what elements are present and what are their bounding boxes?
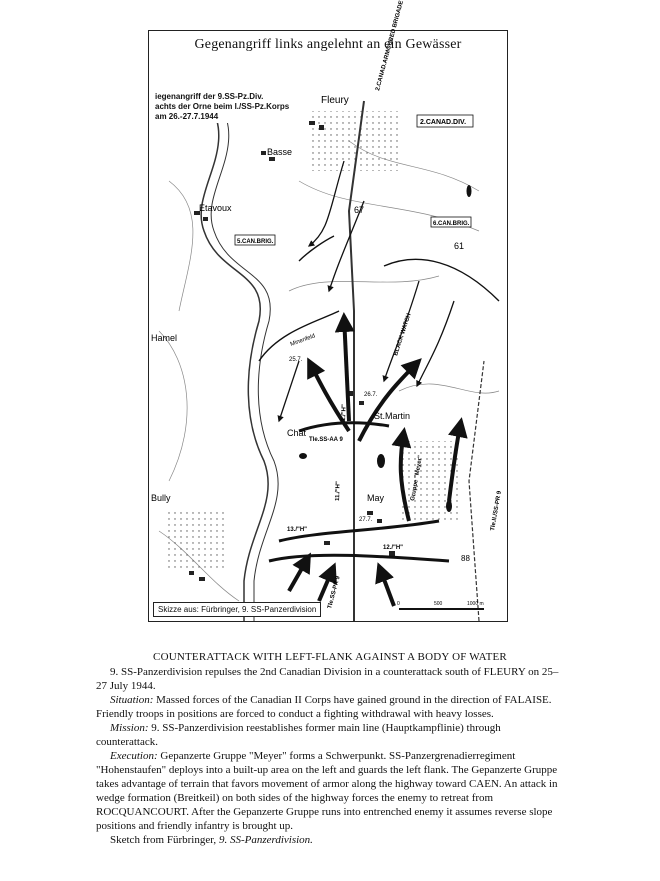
unit-label-box (431, 217, 471, 227)
map-figure (148, 0, 508, 622)
scale-end: 1000 m (467, 601, 484, 607)
date-27: 27.7. (359, 517, 373, 523)
unit-gruppe-meyer: Gruppe "Meyer" (410, 454, 424, 502)
highway-caen-falaise (349, 101, 364, 621)
unit-canad-armoured: 2.CANAD.ARMOURED BRIGADE (375, 0, 406, 92)
execution-label: Execution: (110, 750, 158, 762)
place-etavoux: Etavoux (199, 203, 232, 213)
unit-12h: 12./"H" (383, 545, 404, 551)
unit-lh: 1./"H" (341, 404, 348, 422)
map-header (153, 91, 291, 123)
unit-can-brig-5: 5.CAN.BRIG. (237, 239, 274, 245)
minenfeld-label: Minenfeld (289, 333, 317, 348)
place-bully: Bully (151, 493, 171, 503)
unit-ss-aa9: Tle.SS-AA 9 (309, 437, 343, 443)
mission-label: Mission: (110, 722, 149, 734)
mission-text: 9. SS-Panzerdivision reestablishes former main line (Hauptkampflinie) through counterattack. (96, 722, 501, 748)
map-header-line: am 26.-27.7.1944 (155, 112, 219, 121)
unit-can-brig-6: 6.CAN.BRIG. (433, 221, 470, 227)
sketch-source: 9. SS-Panzerdivision. (218, 834, 313, 846)
situation-text: Massed forces of the Canadian II Corps have gained ground in the direction of FALAISE. Friendly troops in positions are forced to conduct a fighting withdrawal with heavy losses. (96, 694, 552, 720)
scale-start: 0 (397, 601, 400, 607)
map-title: Gegenangriff links angelehnt an ein Gewässer (194, 37, 462, 52)
unit-label-box (235, 235, 275, 245)
scale-bar (397, 601, 484, 609)
height-88: 88 (461, 554, 470, 563)
place-basse: Basse (267, 147, 293, 157)
caption-intro: 9. SS-Panzerdivision repulses the 2nd Canadian Division in a counterattack south of FLEURY on 25–27 July 1944. (96, 666, 559, 692)
terrain-dots (164, 511, 224, 571)
canadian-arrows (279, 161, 454, 421)
caption-sketch (96, 833, 564, 847)
unit-label-box (417, 115, 473, 127)
caption-situation (96, 693, 564, 721)
place-chat: Chat (287, 428, 307, 438)
situation-label: Situation: (110, 694, 154, 706)
execution-text: Gepanzerte Gruppe "Meyer" forms a Schwerpunkt. SS-Panzergrenadierregiment "Hohenstaufen" deploys into a built-up area on the left and guards the left flank. The Gepanzerte Gruppe takes advantage of terrain that favors movement of armor along the highway toward CAEN. An attack in wedge formation (Breitkeil) on both sides of the highway forces the enemy to retreat from ROCQUANCOURT. After the Gepanzerte Gruppe runs into entrenched enemy it assumes reverse slope positions and friendly infantry is brought up. (96, 750, 558, 832)
map-credit: Skizze aus: Fürbringer, 9. SS-Panzerdivision (153, 602, 321, 617)
caption-mission (96, 721, 564, 749)
map-header-line: achts der Orne beim I./SS-Pz.Korps (155, 102, 290, 111)
sketch-prefix: Sketch from Fürbringer, (110, 834, 217, 846)
unit-13h: 13./"H" (287, 527, 308, 533)
height-67: 67 (354, 205, 365, 215)
place-may: May (367, 493, 385, 503)
scale-mid: 500 (434, 601, 443, 607)
place-hamel: Hamel (151, 333, 178, 343)
caption-title: COUNTERATTACK WITH LEFT-FLANK AGAINST A BODY OF WATER (153, 651, 507, 663)
place-fleury: Fleury (321, 95, 349, 106)
unit-ss-pr9-right: Tle.II./SS-PR 9 (490, 490, 503, 532)
unit-black-watch: BLACK WATCH (393, 312, 413, 357)
caption-execution (96, 749, 564, 833)
unit-canad-div: 2.CANAD.DIV. (420, 119, 467, 126)
date-26: 26.7. (364, 392, 378, 398)
unit-lh2: 11./"H" (335, 481, 342, 502)
rail-line (469, 361, 484, 621)
height-61: 61 (454, 241, 465, 251)
unit-ss-pr9-left: Tle.SS-PR 9 (327, 575, 342, 610)
date-25: 25.7. (289, 357, 303, 363)
map-header-line: iegenangriff der 9.SS-Pz.Div. (155, 92, 264, 101)
caption (96, 650, 564, 847)
place-st-martin: St.Martin (374, 411, 411, 421)
terrain-dots (309, 111, 399, 171)
